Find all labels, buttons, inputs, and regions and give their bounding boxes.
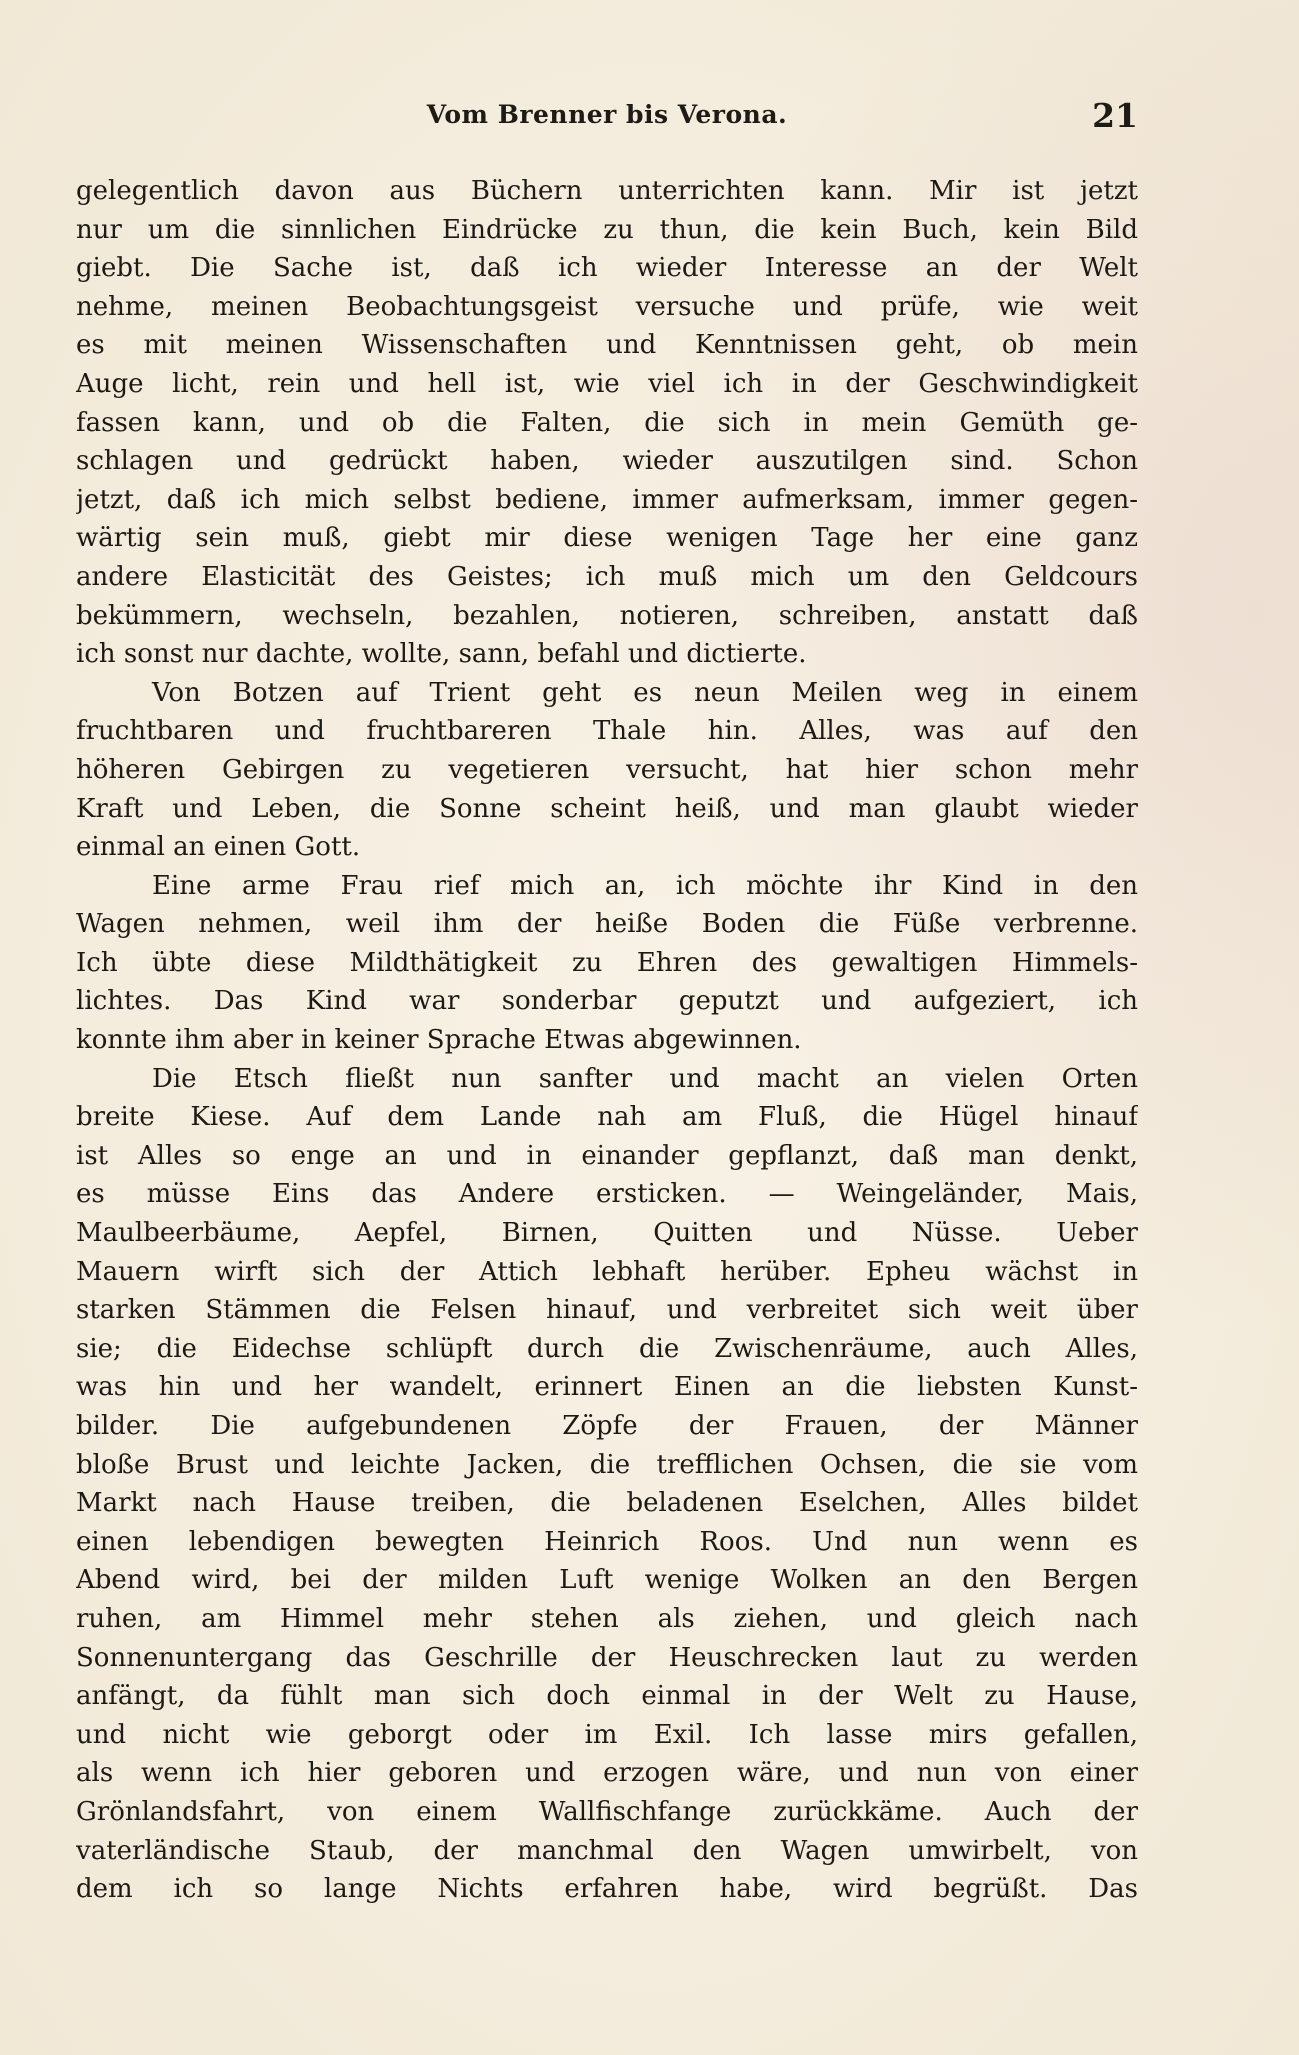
text-line: bilder. Die aufgebundenen Zöpfe der Frauen, der Männer — [76, 1411, 1138, 1441]
body-text — [76, 172, 1138, 1909]
text-line: es mit meinen Wissenschaften und Kenntnissen geht, ob mein — [76, 330, 1138, 361]
paragraph-last-line: konnte ihm aber in keiner Sprache Etwas abgewinnen. — [76, 1025, 802, 1056]
text-line: andere Elasticität des Geistes; ich muß mich um den Geldcours — [76, 561, 1138, 592]
text-line: nehme, meinen Beobachtungsgeist versuche und prüfe, wie weit — [76, 291, 1138, 322]
text-line: dem ich so lange Nichts erfahren habe, wird begrüßt. Das — [76, 1874, 1138, 1905]
paragraph-first-line: Die Etsch fließt nun sanfter und macht an vielen Orten — [152, 1063, 1138, 1094]
text-line: wärtig sein muß, giebt mir diese wenigen Tage her eine ganz — [76, 523, 1138, 554]
paragraph-first-line: Von Botzen auf Trient geht es neun Meilen weg in einem — [152, 677, 1138, 708]
paragraph-first-line: Eine arme Frau rief mich an, ich möchte ihr Kind in den — [152, 870, 1138, 901]
text-line: höheren Gebirgen zu vegetieren versucht, hat hier schon mehr — [76, 754, 1138, 785]
text-line: bloße Brust und leichte Jacken, die trefflichen Ochsen, die sie vom — [76, 1449, 1138, 1480]
text-line: sie; die Eidechse schlüpft durch die Zwischenräume, auch Alles, — [76, 1333, 1138, 1364]
text-line: lichtes. Das Kind war sonderbar geputzt und aufgeziert, ich — [76, 986, 1138, 1017]
text-line: bekümmern, wechseln, bezahlen, notieren, schreiben, anstatt daß — [76, 600, 1138, 631]
text-line: schlagen und gedrückt haben, wieder auszutilgen sind. Schon — [76, 446, 1138, 477]
text-line: Grönlandsfahrt, von einem Wallfischfange zurückkäme. Auch der — [76, 1796, 1138, 1827]
text-line: was hin und her wandelt, erinnert Einen an die liebsten Kunst- — [76, 1372, 1138, 1403]
text-line: Auge licht, rein und hell ist, wie viel ich in der Geschwindigkeit — [76, 368, 1138, 399]
page-number: 21 — [1092, 96, 1138, 135]
paragraph-last-line: ich sonst nur dachte, wollte, sann, befahl und dictierte. — [76, 639, 807, 670]
text-line: Sonnenuntergang das Geschrille der Heuschrecken laut zu werden — [76, 1642, 1138, 1673]
text-line: vaterländische Staub, der manchmal den Wagen umwirbelt, von — [76, 1835, 1138, 1866]
text-line: einen lebendigen bewegten Heinrich Roos. Und nun wenn es — [76, 1526, 1138, 1557]
text-line: Abend wird, bei der milden Luft wenige Wolken an den Bergen — [76, 1565, 1138, 1596]
text-line: Markt nach Hause treiben, die beladenen Eselchen, Alles bildet — [76, 1488, 1138, 1519]
text-line: Kraft und Leben, die Sonne scheint heiß, und man glaubt wieder — [76, 793, 1138, 824]
text-line: fruchtbaren und fruchtbareren Thale hin. Alles, was auf den — [76, 716, 1138, 747]
text-line: giebt. Die Sache ist, daß ich wieder Interesse an der Welt — [76, 253, 1138, 284]
text-line: ruhen, am Himmel mehr stehen als ziehen, und gleich nach — [76, 1603, 1138, 1634]
text-line: und nicht wie geborgt oder im Exil. Ich lasse mirs gefallen, — [76, 1719, 1138, 1750]
text-line: gelegentlich davon aus Büchern unterrichten kann. Mir ist jetzt — [76, 176, 1138, 206]
running-title: Vom Brenner bis Verona. — [426, 100, 788, 129]
text-line: nur um die sinnlichen Eindrücke zu thun, die kein Buch, kein Bild — [76, 214, 1138, 245]
text-line: Maulbeerbäume, Aepfel, Birnen, Quitten und Nüsse. Ueber — [76, 1218, 1138, 1249]
text-line: anfängt, da fühlt man sich doch einmal in der Welt zu Hause, — [76, 1681, 1138, 1712]
paragraph-last-line: einmal an einen Gott. — [76, 832, 361, 863]
text-line: es müsse Eins das Andere ersticken. — Weingeländer, Mais, — [76, 1179, 1138, 1210]
text-line: fassen kann, und ob die Falten, die sich in mein Gemüth ge- — [76, 407, 1138, 438]
text-line: breite Kiese. Auf dem Lande nah am Fluß, die Hügel hinauf — [76, 1102, 1138, 1133]
text-line: als wenn ich hier geboren und erzogen wäre, und nun von einer — [76, 1758, 1138, 1789]
text-line: starken Stämmen die Felsen hinauf, und verbreitet sich weit über — [76, 1295, 1138, 1326]
text-line: Wagen nehmen, weil ihm der heiße Boden die Füße verbrenne. — [76, 909, 1138, 940]
page-header — [76, 96, 1138, 140]
text-line: jetzt, daß ich mich selbst bediene, immer aufmerksam, immer gegen- — [76, 484, 1138, 515]
text-line: ist Alles so enge an und in einander gepflanzt, daß man denkt, — [76, 1140, 1138, 1171]
text-line: Ich übte diese Mildthätigkeit zu Ehren des gewaltigen Himmels- — [76, 947, 1138, 978]
text-line: Mauern wirft sich der Attich lebhaft herüber. Epheu wächst in — [76, 1256, 1138, 1287]
